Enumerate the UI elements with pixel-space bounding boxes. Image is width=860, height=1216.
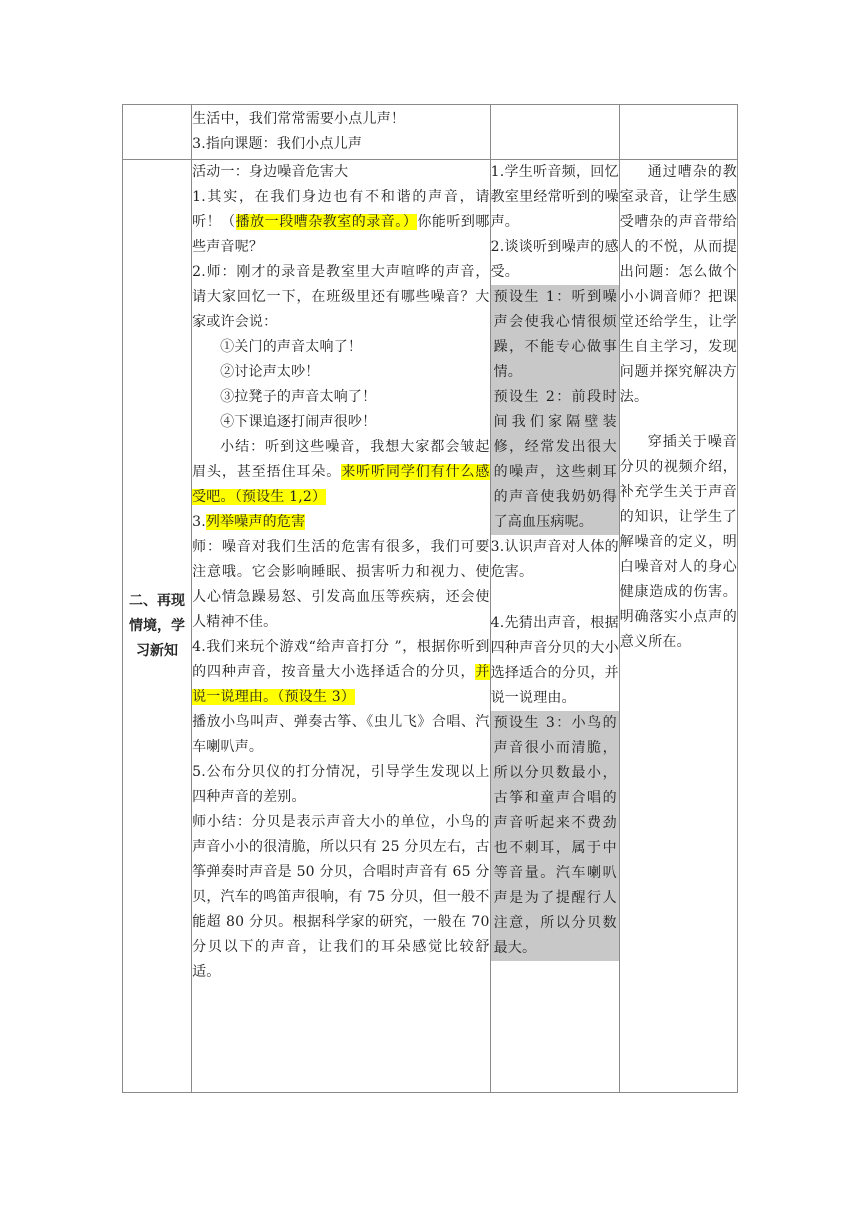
- sound-list: 播放小鸟叫声、弹奏古筝、《虫儿飞》合唱、汽车喇叭声。: [192, 714, 490, 755]
- preset-answer-1: 预设生 1：听到噪声会使我心情很烦躁，不能专心做事情。: [491, 285, 619, 385]
- activity-title: 活动一：身边噪音危害大: [192, 164, 349, 180]
- design-intent-1: 通过嘈杂的教室录音，让学生感受嘈杂的声音带给人的不悦，从而提出问题：怎么做个小小调音师？把课堂还给学生，让学生自主学习，发现问题并探究解决方法。: [619, 164, 737, 405]
- activity-step-1: [192, 185, 489, 260]
- text-run: 你能听到哪些声音呢？: [192, 214, 490, 255]
- activity-step-4: [192, 635, 489, 710]
- table-row-main: [123, 160, 738, 1093]
- table-row-top: [123, 105, 738, 160]
- highlighted-text: 并说一说理由。（预设生 3）: [192, 664, 490, 705]
- spacer: [491, 585, 619, 611]
- spacer: [620, 410, 737, 430]
- design-intent-2: 穿插关于噪音分贝的视频介绍，补充学生关于声音的知识，让学生了解噪音的定义，明白噪音对人的身心健康造成的伤害。明确落实小点声的意义所在。: [619, 434, 737, 650]
- student-step-1: 1.学生听音频，回忆教室里经常听到的噪声。: [490, 164, 619, 230]
- text-run: 1.其实，在我们身边也有不和谐的声音，请听！（: [192, 189, 490, 230]
- lesson-plan-table: [122, 104, 738, 1093]
- noise-example: ④下课追逐打闹声很吵！: [220, 414, 377, 430]
- activity-step-2: 2.师：刚才的录音是教室里大声喧哗的声音，请大家回忆一下，在班级里还有哪些噪音？大家或许会说：: [192, 264, 490, 330]
- text-run: 4.我们来玩个游戏“给声音打分 ”，根据你听到的四种声音，按音量大小选择适合的分贝，: [192, 639, 490, 680]
- highlighted-text: 来听听同学们有什么感受吧。（预设生 1,2）: [192, 464, 490, 505]
- student-step-2: 2.谈谈听到噪声的感受。: [490, 239, 619, 280]
- highlighted-text: 播放一段嘈杂教室的录音。）: [235, 214, 418, 230]
- student-activity-cell: [490, 160, 619, 1093]
- activity-step-3: [192, 510, 489, 535]
- activity-summary: [192, 435, 489, 510]
- preset-answer-2: 预设生 2：前段时间我们家隔壁装修，经常发出很大的噪声，这些刺耳的声音使我奶奶得了高血压病呢。: [491, 385, 619, 535]
- stage-cell-empty: [123, 105, 192, 160]
- design-intent-cell: [619, 160, 737, 1093]
- teacher-remark: 师：噪音对我们生活的危害有很多，我们可要注意哦。它会影响睡眠、损害听力和视力、使人心情急躁易怒、引发高血压等疾病，还会使人精神不佳。: [192, 539, 490, 630]
- stage-label-cell: [123, 160, 192, 1093]
- activity-step-5: 5.公布分贝仪的打分情况，引导学生发现以上四种声音的差别。: [192, 764, 490, 805]
- intent-cell-empty: [619, 105, 737, 160]
- activity-cell-top: [192, 105, 490, 160]
- text-run: 3.: [192, 514, 206, 530]
- teacher-activity-cell: [192, 160, 490, 1093]
- activity-line: 3.指向课题：我们小点儿声: [192, 136, 363, 152]
- noise-example: ①关门的声音太响了！: [220, 339, 363, 355]
- noise-example: ②讨论声太吵！: [220, 364, 320, 380]
- stage-label: 二、再现情境，学习新知: [129, 592, 186, 659]
- student-step-4: 4.先猜出声音，根据四种声音分贝的大小选择适合的分贝，并说一说理由。: [490, 615, 619, 706]
- student-step-3: 3.认识声音对人体的危害。: [490, 539, 619, 580]
- preset-answer-3: 预设生 3：小鸟的声音很小而清脆，所以分贝数最小，古筝和童声合唱的声音听起来不费劲也不刺耳，属于中等音量。汽车喇叭声是为了提醒行人注意，所以分贝数最大。: [491, 711, 619, 961]
- activity-line: 生活中，我们常常需要小点儿声！: [192, 111, 406, 127]
- student-cell-empty: [490, 105, 619, 160]
- noise-example: ③拉凳子的声音太响了！: [220, 389, 377, 405]
- teacher-summary: 师小结：分贝是表示声音大小的单位，小鸟的声音小小的很清脆，所以只有 25 分贝左右，古筝弹奏时声音是 50 分贝，合唱时声音有 65 分贝，汽车的鸣笛声很响，有 75 分贝，但一般不能超 80 分贝。根据科学家的研究，一般在 70 分贝以下的声音，让我们的耳朵感觉比较舒适。: [192, 814, 490, 980]
- text-run: 小结：听到这些噪音，我想大家都会皱起眉头，甚至捂住耳朵。: [192, 439, 490, 480]
- highlighted-text: 列举噪声的危害: [205, 514, 306, 530]
